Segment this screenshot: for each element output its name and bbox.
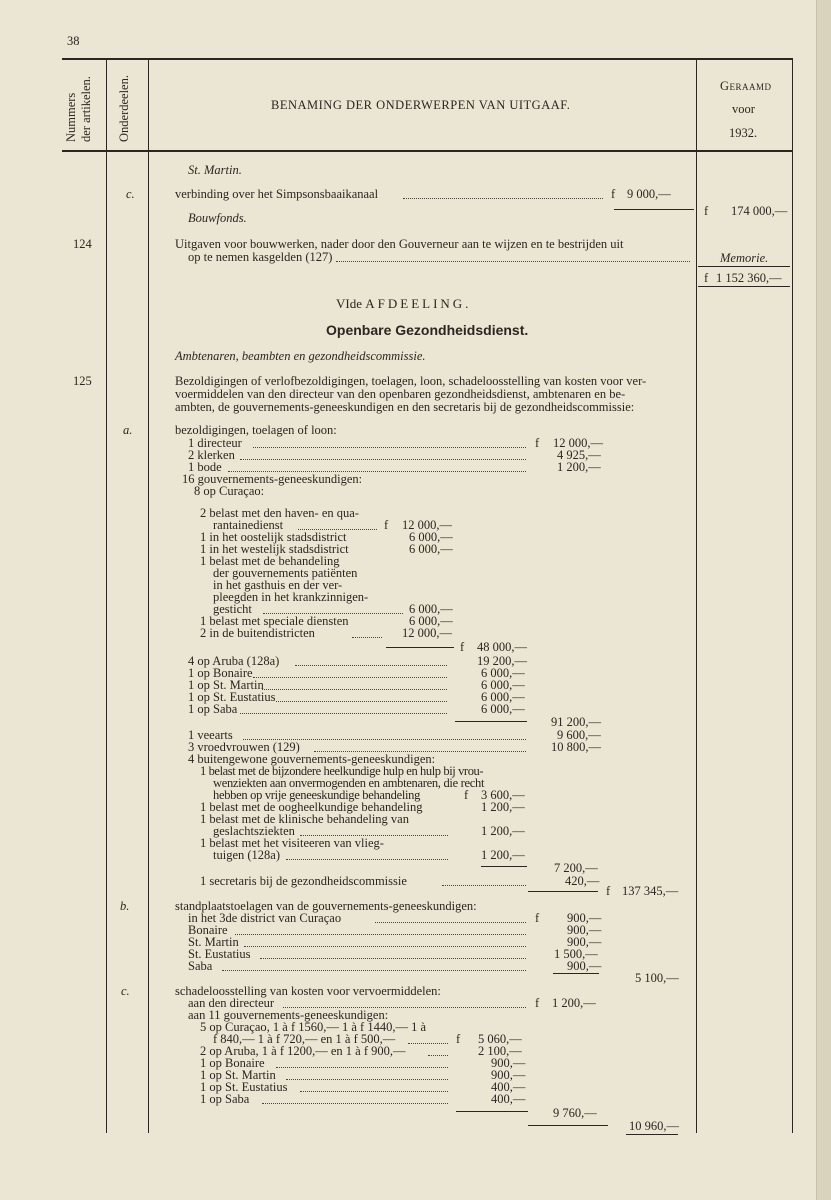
oost: 1 in het oostelijk stadsdistrict [200, 530, 347, 544]
dot-leader [262, 1103, 448, 1104]
sum-rule [528, 1125, 608, 1126]
vliegtuigen-line1: 1 belast met het visiteeren van vlieg- [200, 836, 384, 850]
part-b-total: 5 100,— [635, 971, 679, 985]
b-curacao-amount: 900,— [567, 911, 602, 925]
dot-leader [260, 958, 526, 959]
c-st-martin: 1 op St. Martin [200, 1068, 276, 1082]
sum-rule [456, 1111, 528, 1112]
art125-line1: Bezoldigingen of verlofbezoldigingen, toelagen, loon, schadeloosstelling van kosten voor ver- [175, 374, 647, 388]
dot-leader [442, 885, 526, 886]
sum-rule [626, 1134, 678, 1135]
st-martin-title: St. Martin. [188, 163, 242, 177]
c-directeur-currency: f [535, 996, 540, 1010]
art125-line2: voermiddelen van den directeur van den openbaren gezondheidsdienst, ambtenaren en be- [175, 387, 626, 401]
curacao-8: 8 op Curaçao: [194, 484, 265, 498]
part-c-heading: schadeloosstelling van kosten voor vervoermiddelen: [175, 984, 441, 998]
saba: 1 op Saba [188, 702, 238, 716]
haven-line1: 2 belast met den haven- en qua- [200, 506, 359, 520]
part-a-label: a. [123, 423, 133, 437]
header-onderdeelen: Onderdeelen. [117, 75, 131, 142]
sum-rule [553, 973, 599, 974]
art125-line3: ambten, de gouvernements-geneeskundigen en den secretaris bij de gezondheidscommissie: [175, 400, 635, 414]
buitendistricten: 2 in de buitendistricten [200, 626, 315, 640]
header-nummers: Nummers [64, 92, 78, 142]
sub48-amount: 48 000,— [477, 640, 527, 654]
dot-leader [286, 859, 448, 860]
secretaris-amount: 420,— [565, 874, 600, 888]
haven-amount: 12 000,— [402, 518, 452, 532]
behandeling-line5: gesticht [213, 602, 252, 616]
dot-leader [336, 261, 690, 262]
b-st-eustatius: St. Eustatius [188, 947, 251, 961]
c-aruba-amount: 2 100,— [478, 1044, 522, 1058]
sum-rule [698, 286, 790, 287]
b-curacao-currency: f [535, 911, 540, 925]
grand-total-currency: f [704, 271, 709, 285]
art124-line2: op te nemen kasgelden (127) [188, 250, 333, 264]
oogheelkundige: 1 belast met de oogheelkundige behandeling [200, 800, 423, 814]
dot-leader [408, 1043, 448, 1044]
c-aruba: 2 op Aruba, 1 à f 1200,— en 1 à f 900,— [200, 1044, 406, 1058]
klerken-amount: 4 925,— [557, 448, 601, 462]
dot-leader [235, 934, 526, 935]
behandeling-amount: 6 000,— [409, 602, 453, 616]
c-st-martin-amount: 900,— [491, 1068, 526, 1082]
heelkundige-line2: wenziekten aan onvermogenden en ambtenaren, die recht [213, 776, 485, 790]
veearts-amount: 9 600,— [557, 728, 601, 742]
part-c-label: c. [121, 984, 130, 998]
aruba-amount: 19 200,— [477, 654, 527, 668]
dot-leader [276, 1067, 448, 1068]
sum-rule [481, 866, 527, 867]
col-divider-2 [148, 58, 149, 1133]
c-saba: 1 op Saba [200, 1092, 250, 1106]
page-edge [816, 0, 831, 1200]
dot-leader [295, 665, 447, 666]
memorie: Memorie. [720, 251, 769, 265]
vliegtuigen-line2: tuigen (128a) [213, 848, 280, 862]
section-title: Openbare Gezondheidsdienst. [326, 322, 529, 338]
directeur-currency: f [535, 436, 540, 450]
col-divider-3 [696, 58, 697, 1133]
simpson-text: verbinding over het Simpsonsbaaikanaal [175, 187, 379, 201]
oogheelkundige-amount: 1 200,— [481, 800, 525, 814]
speciale: 1 belast met speciale diensten [200, 614, 349, 628]
b-saba-amount: 900,— [567, 959, 602, 973]
aruba: 4 op Aruba (128a) [188, 654, 280, 668]
header-bottom-rule [62, 150, 793, 152]
buitendistricten-amount: 12 000,— [402, 626, 452, 640]
directeur-amount: 12 000,— [553, 436, 603, 450]
part-a-heading: bezoldigingen, toelagen of loon: [175, 423, 337, 437]
sum-rule [528, 891, 598, 892]
behandeling-line3: in het gasthuis en der ver- [213, 578, 343, 592]
dot-leader [253, 677, 447, 678]
b-bonaire-amount: 900,— [567, 923, 602, 937]
haven-currency: f [384, 518, 389, 532]
header-geraamd: Geraamd [720, 79, 772, 93]
simpson-amount: 9 000,— [627, 187, 671, 201]
bonaire-amount: 6 000,— [481, 666, 525, 680]
total-174-currency: f [704, 204, 709, 218]
vliegtuigen-amount: 1 200,— [481, 848, 525, 862]
c-curacao-currency: f [456, 1032, 461, 1046]
page-number: 38 [67, 34, 80, 48]
heelkundige-line1: 1 belast met de bijzondere heelkundige hulp en hulp bij vrou- [200, 764, 484, 778]
west-amount: 6 000,— [409, 542, 453, 556]
dot-leader [240, 459, 526, 460]
dot-leader [222, 970, 526, 971]
dot-leader [262, 689, 447, 690]
klerken: 2 klerken [188, 448, 235, 462]
sum-rule [455, 721, 527, 722]
klinische-line2: geslachtsziekten [213, 824, 295, 838]
art124-number: 124 [73, 237, 92, 251]
dot-leader [240, 713, 447, 714]
c-sub-amount: 9 760,— [553, 1106, 597, 1120]
bode-amount: 1 200,— [557, 460, 601, 474]
sub91-amount: 91 200,— [551, 715, 601, 729]
col-divider-4 [792, 58, 793, 1133]
buitengewone: 4 buitengewone gouvernements-geneeskundigen: [188, 752, 436, 766]
c-curacao-line2: f 840,— 1 à f 720,— en 1 à f 500,— [213, 1032, 396, 1046]
b-st-martin-amount: 900,— [567, 935, 602, 949]
c-curacao-line1: 5 op Curaçao, 1 à f 1560,— 1 à f 1440,— 1 à [200, 1020, 426, 1034]
saba-amount: 6 000,— [481, 702, 525, 716]
b-bonaire: Bonaire [188, 923, 228, 937]
b-st-martin: St. Martin [188, 935, 239, 949]
behandeling-line2: der gouvernements patiënten [213, 566, 358, 580]
heelkundige-currency: f [464, 788, 469, 802]
st-martin-amount: 6 000,— [481, 678, 525, 692]
dot-leader [428, 1055, 448, 1056]
c-bonaire: 1 op Bonaire [200, 1056, 265, 1070]
dot-leader [300, 1091, 448, 1092]
c-st-eustatius: 1 op St. Eustatius [200, 1080, 288, 1094]
b-st-eustatius-amount: 1 500,— [554, 947, 598, 961]
sub48-currency: f [460, 640, 465, 654]
dot-leader [244, 946, 526, 947]
simpson-currency: f [611, 187, 616, 201]
c-geneeskundigen: aan 11 gouvernements-geneeskundigen: [188, 1008, 389, 1022]
section-subtitle: Ambtenaren, beambten en gezondheidscommissie. [175, 349, 426, 363]
heelkundige-amount: 3 600,— [481, 788, 525, 802]
directeur: 1 directeur [188, 436, 242, 450]
dot-leader [403, 198, 603, 199]
veearts: 1 veearts [188, 728, 233, 742]
oost-amount: 6 000,— [409, 530, 453, 544]
klinische-line1: 1 belast met de klinische behandeling van [200, 812, 409, 826]
bonaire: 1 op Bonaire [188, 666, 253, 680]
header-benaming: BENAMING DER ONDERWERPEN VAN UITGAAF. [271, 98, 571, 112]
sum-rule [698, 266, 790, 267]
sum-rule [614, 209, 694, 210]
part-b-label: b. [120, 899, 130, 913]
part-a-total: 137 345,— [622, 884, 679, 898]
klinische-amount: 1 200,— [481, 824, 525, 838]
header-year: 1932. [729, 126, 758, 140]
dot-leader [253, 447, 526, 448]
c-saba-amount: 400,— [491, 1092, 526, 1106]
behandeling-line4: pleegden in het krankzinnigen- [213, 590, 369, 604]
part-b-heading: standplaatstoelagen van de gouvernements-geneeskundigen: [175, 899, 477, 913]
secretaris: 1 secretaris bij de gezondheidscommissie [200, 874, 407, 888]
art124-line1: Uitgaven voor bouwwerken, nader door den Gouverneur aan te wijzen en te bestrijden uit [175, 237, 624, 251]
st-martin: 1 op St. Martin [188, 678, 264, 692]
header-top-rule [62, 58, 793, 60]
afdeeling-heading: VIde AFDEELING. [336, 296, 472, 311]
dot-leader [375, 922, 526, 923]
vroedvrouwen: 3 vroedvrouwen (129) [188, 740, 300, 754]
col-divider-1 [106, 58, 107, 1133]
part-c-label-top: c. [126, 187, 135, 201]
c-bonaire-amount: 900,— [491, 1056, 526, 1070]
c-curacao-amount: 5 060,— [478, 1032, 522, 1046]
speciale-amount: 6 000,— [409, 614, 453, 628]
part-a-total-currency: f [606, 884, 611, 898]
sum-rule [386, 647, 454, 648]
bode: 1 bode [188, 460, 222, 474]
behandeling-line1: 1 belast met de behandeling [200, 554, 340, 568]
b-curacao: in het 3de district van Curaçao [188, 911, 342, 925]
c-st-eustatius-amount: 400,— [491, 1080, 526, 1094]
header-voor: voor [732, 102, 755, 116]
st-eustatius: 1 op St. Eustatius [188, 690, 276, 704]
vroedvrouwen-amount: 10 800,— [551, 740, 601, 754]
west: 1 in het westelijk stadsdistrict [200, 542, 349, 556]
dot-leader [352, 637, 382, 638]
geneeskundigen-16: 16 gouvernements-geneeskundigen: [182, 472, 363, 486]
dot-leader [286, 1079, 448, 1080]
haven-line2: rantainedienst [213, 518, 284, 532]
header-artikelen: der artikelen. [79, 76, 93, 142]
heelkundige-line3: hebben op vrije geneeskundige behandeling [213, 788, 421, 802]
c-directeur-amount: 1 200,— [552, 996, 596, 1010]
bouwfonds-title: Bouwfonds. [188, 211, 247, 225]
part-c-total: 10 960,— [629, 1119, 679, 1133]
sub7200-amount: 7 200,— [554, 861, 598, 875]
art125-number: 125 [73, 374, 92, 388]
st-eustatius-amount: 6 000,— [481, 690, 525, 704]
c-directeur: aan den directeur [188, 996, 275, 1010]
grand-total: 1 152 360,— [716, 271, 782, 285]
dot-leader [276, 701, 447, 702]
total-174: 174 000,— [731, 204, 788, 218]
b-saba: Saba [188, 959, 213, 973]
